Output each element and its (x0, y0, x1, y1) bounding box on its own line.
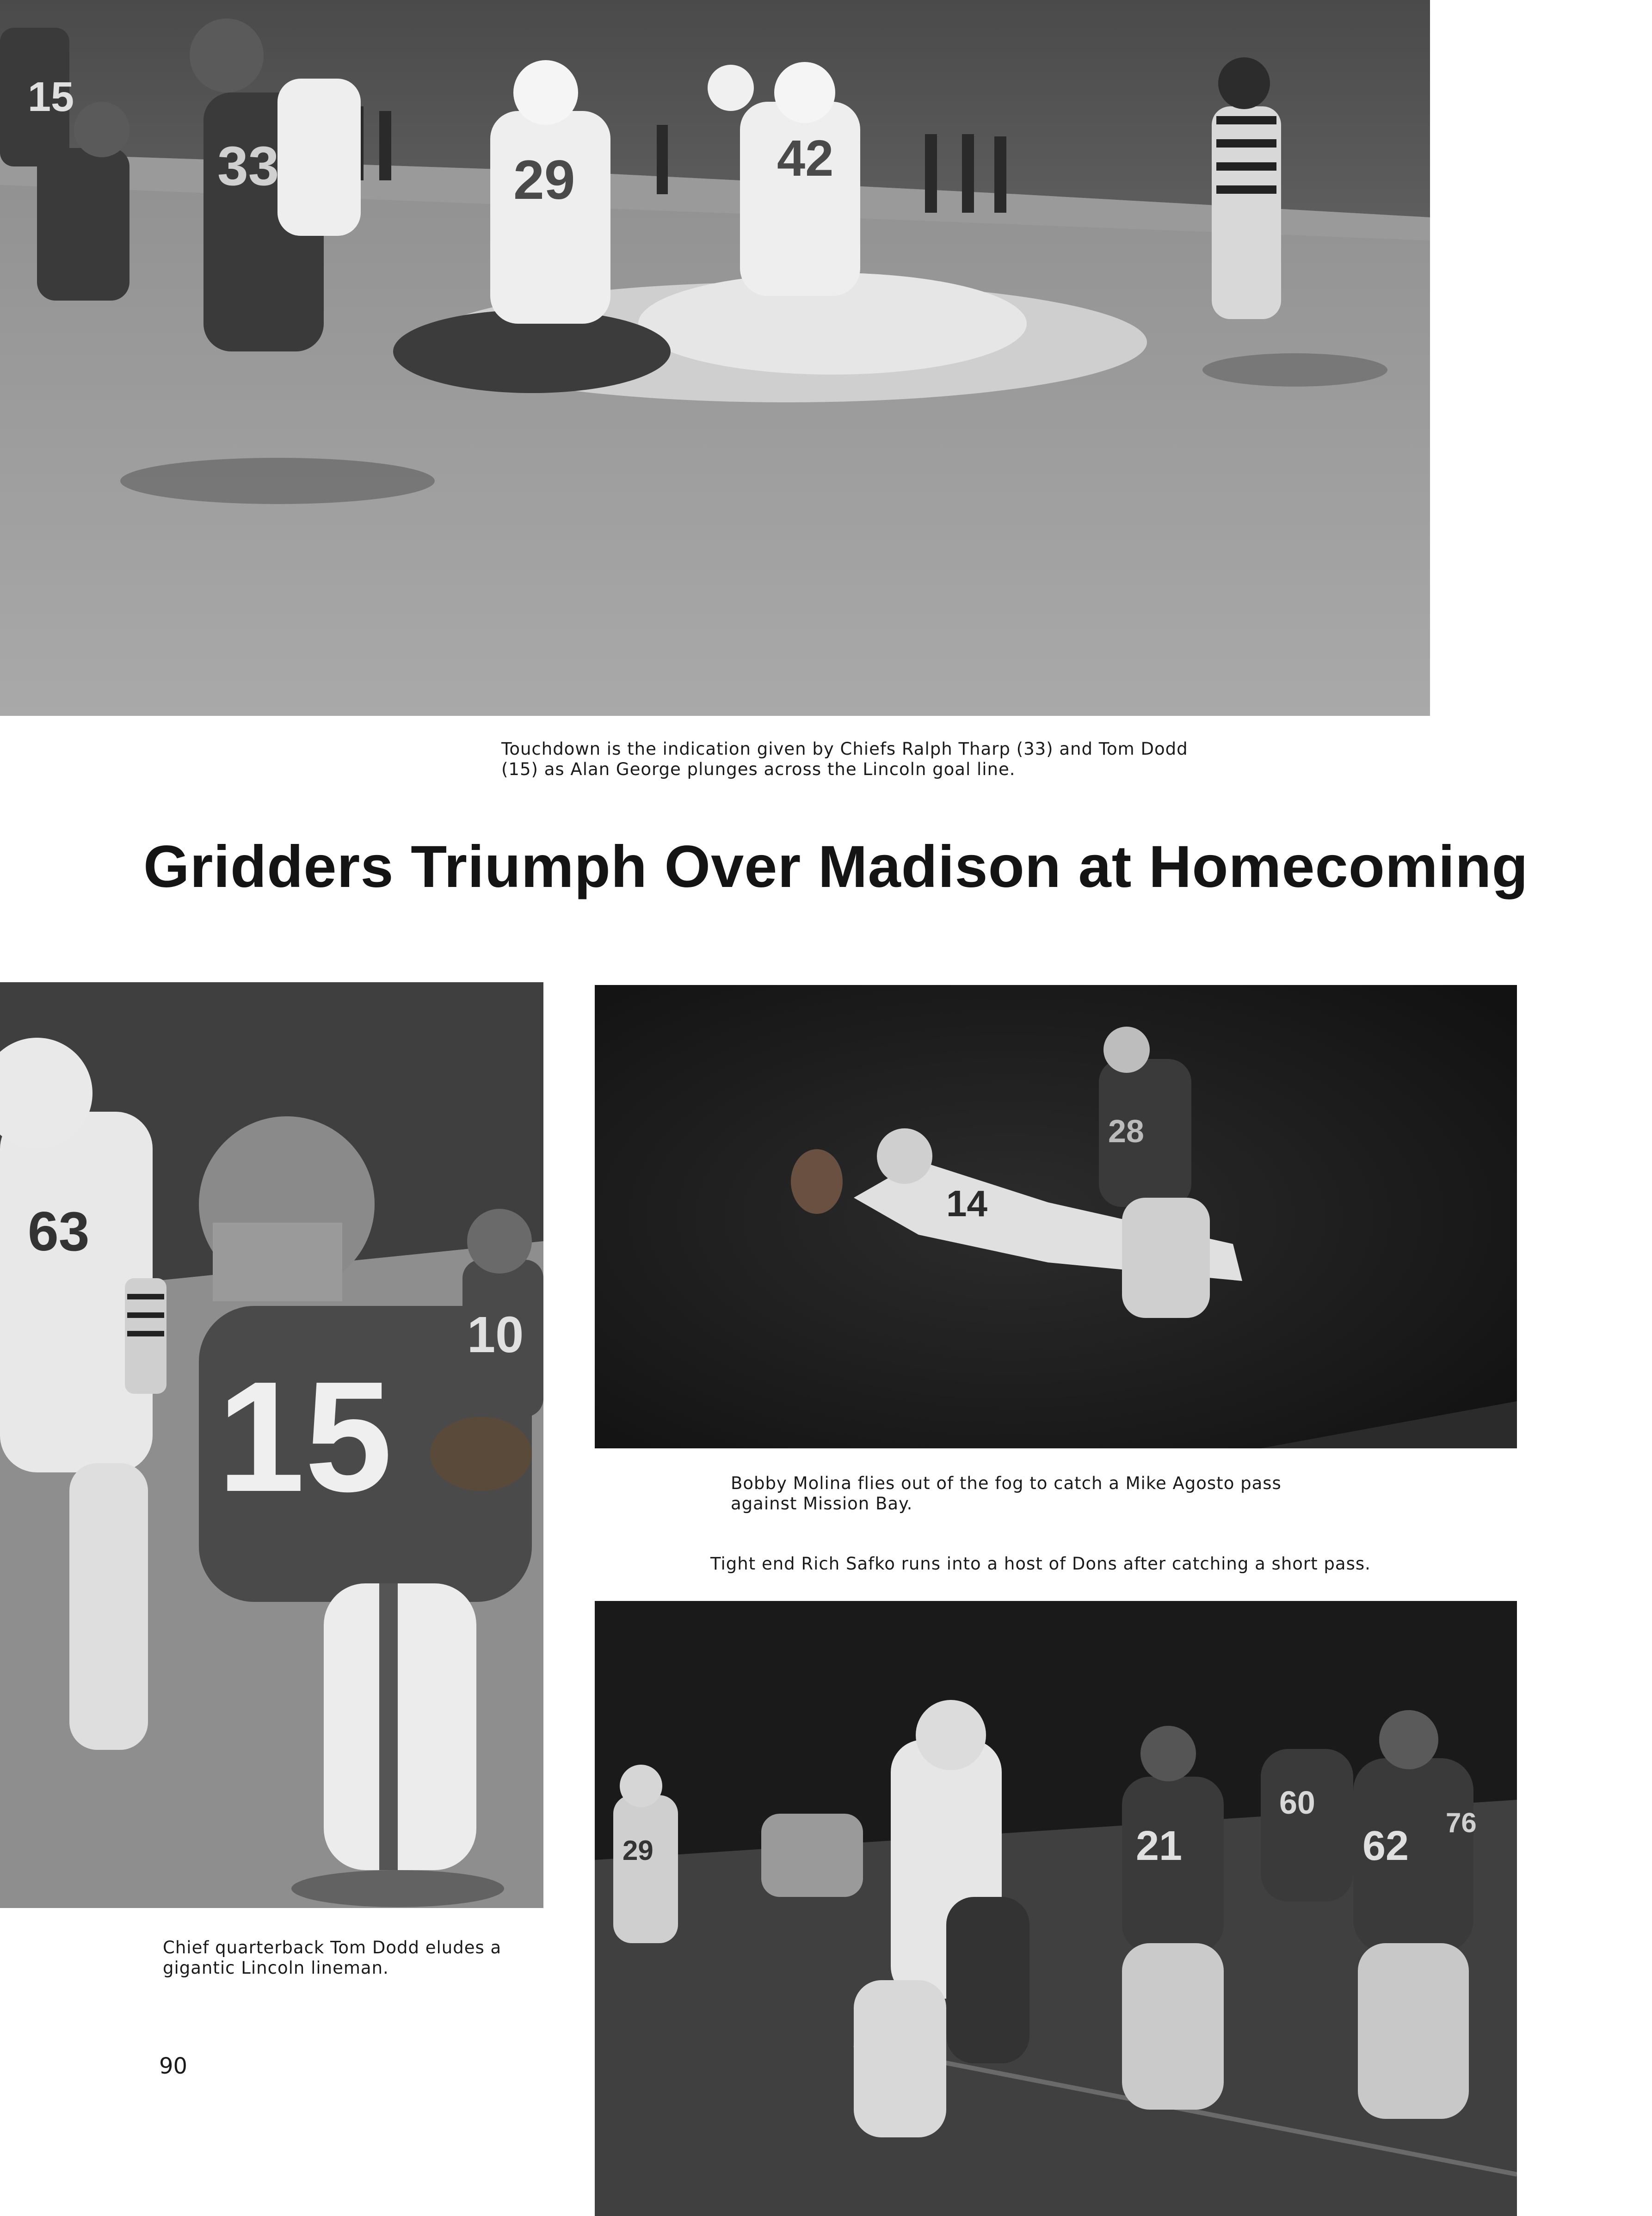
tight-end-caption: Tight end Rich Safko runs into a host of Dons after catching a short pass. (710, 1554, 1371, 1574)
jersey-number: 33 (217, 135, 279, 197)
quarterback-caption-line2: gigantic Lincoln lineman. (163, 1958, 389, 1978)
jersey-number: 15 (28, 74, 74, 120)
touchdown-caption (501, 739, 1288, 780)
jersey-number: 42 (777, 130, 834, 187)
jersey-number: 76 (1446, 1807, 1477, 1838)
quarterback-caption (163, 1938, 542, 1978)
tight-end-photo-image (595, 1601, 1517, 2216)
fog-catch-caption (731, 1473, 1424, 1514)
jersey-number: 28 (1108, 1113, 1144, 1149)
jersey-number: 29 (513, 149, 575, 211)
fog-catch-caption-line2: against Mission Bay. (731, 1494, 913, 1514)
touchdown-photo-image (0, 0, 1430, 716)
jersey-number: 14 (946, 1183, 987, 1224)
jersey-number: 62 (1362, 1823, 1409, 1869)
jersey-number: 10 (467, 1306, 524, 1363)
touchdown-caption-line1: Touchdown is the indication given by Chiefs Ralph Tharp (33) and Tom Dodd (501, 739, 1188, 759)
quarterback-caption-line1: Chief quarterback Tom Dodd eludes a (163, 1938, 502, 1957)
page-title: Gridders Triumph Over Madison at Homecoming (143, 834, 1529, 900)
jersey-number: 60 (1279, 1785, 1315, 1821)
photo-tight-end (595, 1601, 1517, 2216)
touchdown-caption-line2: (15) as Alan George plunges across the Lincoln goal line. (501, 759, 1016, 779)
photo-fog-catch (595, 985, 1517, 1448)
photo-touchdown (0, 0, 1430, 716)
page-number: 90 (159, 2053, 188, 2079)
jersey-number: 63 (28, 1200, 90, 1262)
quarterback-photo-image (0, 982, 543, 1908)
jersey-number: 29 (623, 1835, 653, 1866)
fog-catch-photo-image (595, 985, 1517, 1448)
jersey-number: 21 (1136, 1823, 1183, 1869)
photo-quarterback (0, 982, 543, 1908)
fog-catch-caption-line1: Bobby Molina flies out of the fog to catch a Mike Agosto pass (731, 1473, 1282, 1493)
jersey-number: 15 (217, 1349, 393, 1525)
